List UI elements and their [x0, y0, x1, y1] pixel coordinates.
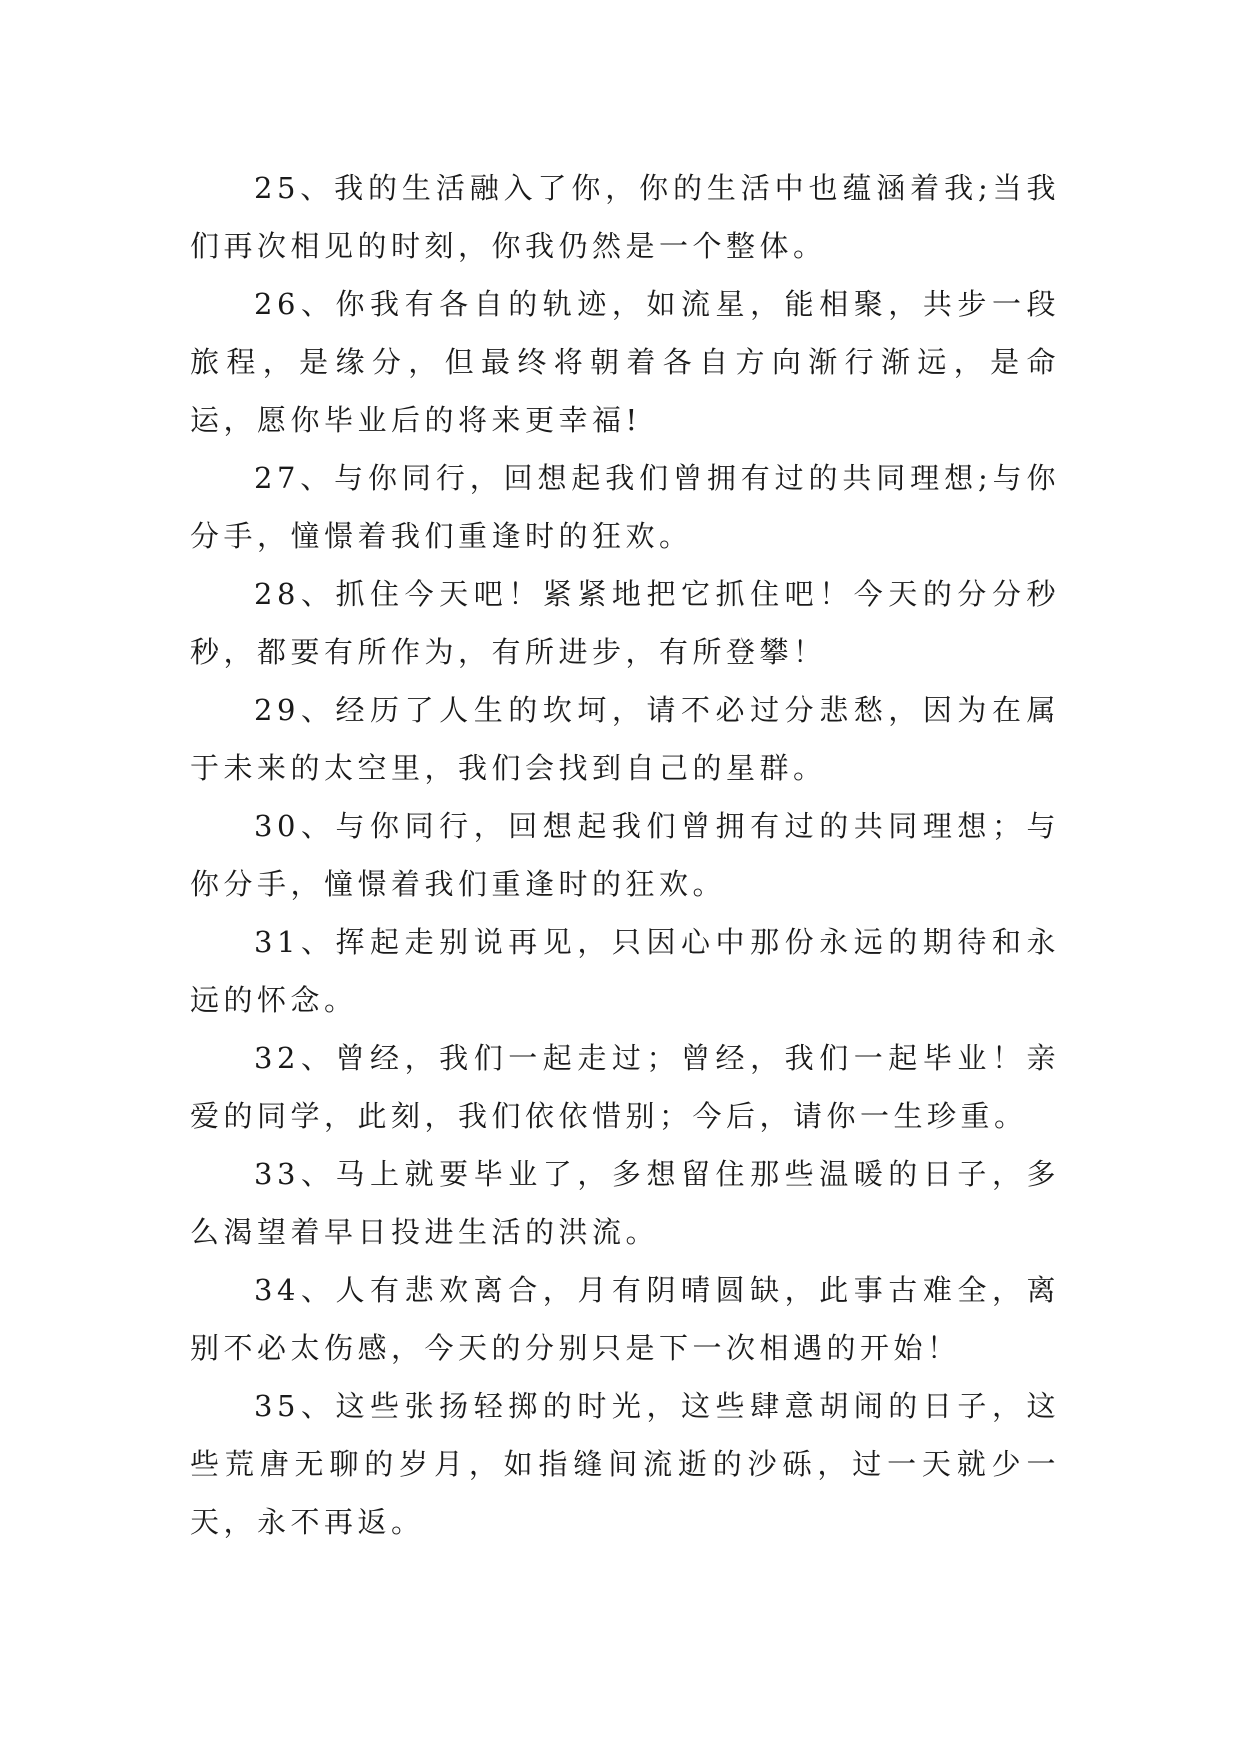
paragraph-25: 25、我的生活融入了你，你的生活中也蕴涵着我;当我们再次相见的时刻，你我仍然是一个整体。: [190, 171, 1060, 263]
paragraph-28: 28、抓住今天吧！紧紧地把它抓住吧！今天的分分秒秒，都要有所作为，有所进步，有所登攀！: [190, 577, 1060, 669]
paragraph-33: 33、马上就要毕业了，多想留住那些温暖的日子，多么渴望着早日投进生活的洪流。: [190, 1157, 1060, 1249]
paragraph-32: 32、曾经，我们一起走过；曾经，我们一起毕业！亲爱的同学，此刻，我们依依惜别；今后，请你一生珍重。: [190, 1041, 1060, 1133]
paragraph-26: 26、你我有各自的轨迹，如流星，能相聚，共步一段旅程，是缘分，但最终将朝着各自方向渐行渐远，是命运，愿你毕业后的将来更幸福!: [190, 287, 1060, 437]
paragraph-31: 31、挥起走别说再见，只因心中那份永远的期待和永远的怀念。: [190, 925, 1060, 1017]
paragraph-34: 34、人有悲欢离合，月有阴晴圆缺，此事古难全，离别不必太伤感，今天的分别只是下一次相遇的开始！: [190, 1273, 1060, 1365]
paragraph-27: 27、与你同行，回想起我们曾拥有过的共同理想;与你分手，憧憬着我们重逢时的狂欢。: [190, 461, 1060, 553]
document-body: [190, 159, 1060, 1551]
paragraph-35: 35、这些张扬轻掷的时光，这些肆意胡闹的日子，这些荒唐无聊的岁月，如指缝间流逝的沙砾，过一天就少一天，永不再返。: [190, 1389, 1060, 1539]
paragraph-29: 29、经历了人生的坎坷，请不必过分悲愁，因为在属于未来的太空里，我们会找到自己的星群。: [190, 693, 1060, 785]
paragraph-30: 30、与你同行，回想起我们曾拥有过的共同理想；与你分手，憧憬着我们重逢时的狂欢。: [190, 809, 1060, 901]
